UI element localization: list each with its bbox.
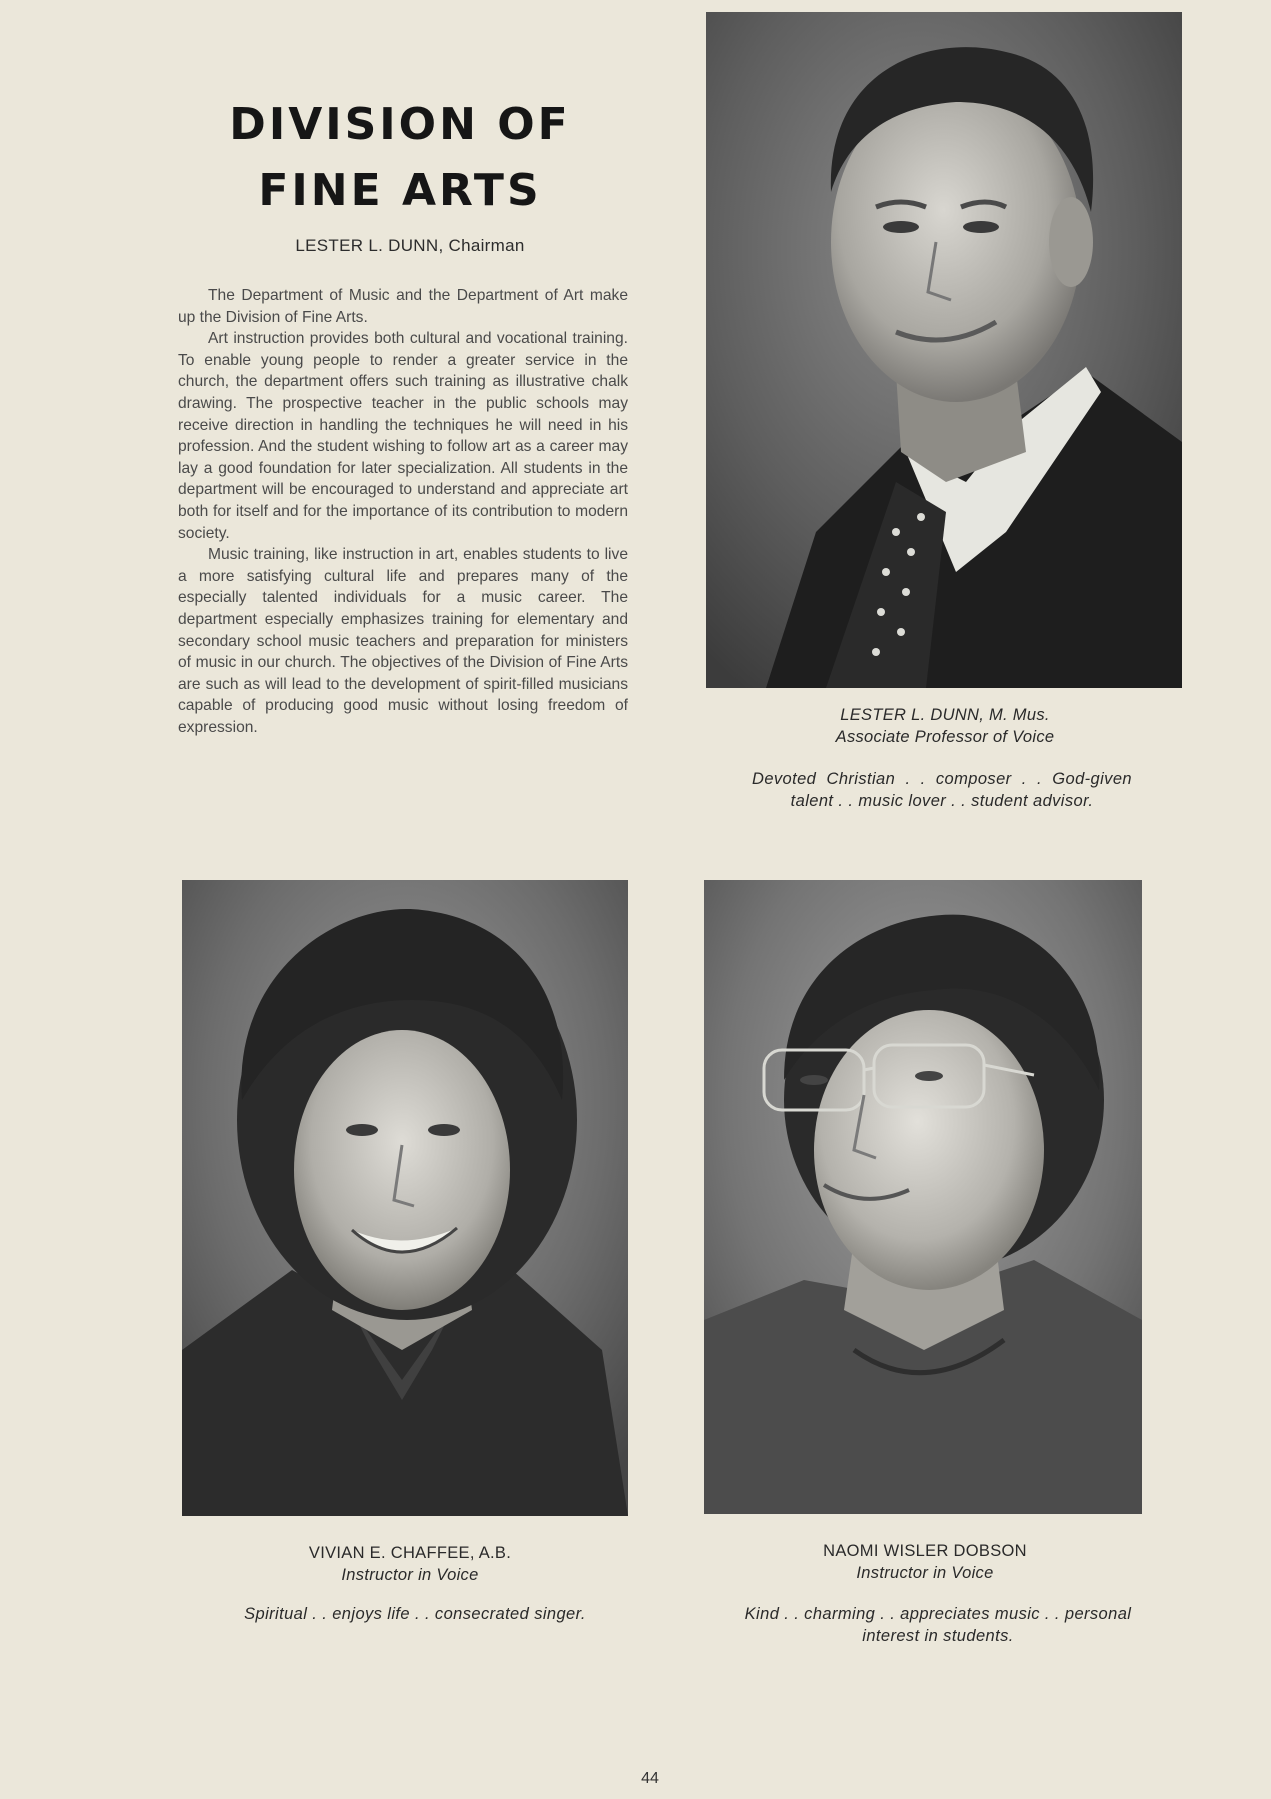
traits-dobson: Kind . . charming . . appreciates music . . personal interest in students. <box>744 1605 1132 1645</box>
traits-chaffee: Spiritual . . enjoys life . . consecrated singer. <box>244 1605 586 1623</box>
faculty-name: NAOMI WISLER DOBSON <box>823 1542 1027 1560</box>
faculty-name: LESTER L. DUNN, M. Mus. <box>840 706 1050 724</box>
division-description <box>178 285 628 738</box>
caption-dobson <box>710 1540 1140 1584</box>
portrait-chaffee <box>182 880 628 1516</box>
page-number: 44 <box>641 1770 659 1787</box>
faculty-role: Associate Professor of Voice <box>835 728 1055 746</box>
faculty-role: Instructor in Voice <box>341 1566 479 1584</box>
paragraph-intro: The Department of Music and the Department of Art make up the Division of Fine Arts. <box>178 287 628 326</box>
traits-dunn: Devoted Christian . . composer . . God-given talent . . music lover . . student advisor. <box>752 770 1132 810</box>
portrait-chaffee-image <box>182 880 628 1516</box>
title-line-2: FINE ARTS <box>258 165 542 216</box>
faculty-role: Instructor in Voice <box>856 1564 994 1582</box>
paragraph-art: Art instruction provides both cultural and vocational training. To enable young people to render a greater service in the church, the department offers such training as illustrative chalk drawing. The prospective teacher in the public schools may receive direction in handling the techniques he will need in his profession. And the student wishing to follow art as a career may lay a good foundation for later specialization. All students in the department will be encouraged to understand and appreciate art both for itself and for the importance of its contribution to modern society. <box>178 330 628 542</box>
chairman-line: LESTER L. DUNN, Chairman <box>295 236 525 255</box>
page-title <box>220 92 580 224</box>
portrait-dunn-image <box>706 12 1182 688</box>
paragraph-music: Music training, like instruction in art, enables students to live a more satisfying cultural life and prepares many of the especially talented individuals for a music career. The department especially emphasizes training for elementary and secondary school music teachers and preparation for ministers of music in our church. The objectives of the Division of Fine Arts are such as will lead to the development of spirit-filled musicians capable of producing good music without losing freedom of expression. <box>178 546 628 736</box>
title-line-1: DIVISION OF <box>229 99 571 150</box>
caption-chaffee <box>190 1542 630 1586</box>
caption-dunn <box>720 704 1170 748</box>
portrait-dobson <box>704 880 1142 1514</box>
portrait-dobson-image <box>704 880 1142 1514</box>
faculty-name: VIVIAN E. CHAFFEE, A.B. <box>308 1544 512 1562</box>
portrait-dunn <box>706 12 1182 688</box>
